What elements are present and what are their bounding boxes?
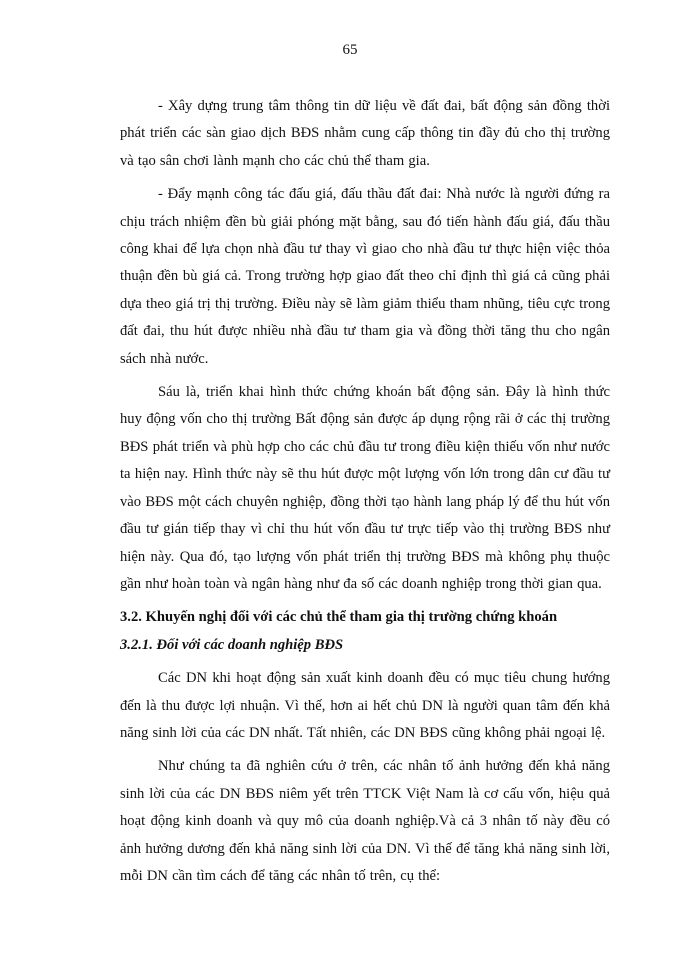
subsection-heading: 3.2.1. Đối với các doanh nghiệp BĐS (120, 636, 344, 653)
paragraph-profit-factors: Như chúng ta đã nghiên cứu ở trên, các nhân tố ảnh hưởng đến khả năng sinh lời của các DN BĐS niêm yết trên TTCK Việt Nam là cơ cấu vốn, hiệu quả hoạt động kinh doanh và quy mô của doanh nghiệp.Và cả 3 nhân tố này đều có ảnh hưởng dương đến khả năng sinh lời của DN. Vì thế để tăng khả năng sinh lời, mỗi DN cần tìm cách để tăng các nhân tố trên, cụ thể: (120, 758, 610, 884)
paragraph-land-auction: - Đẩy mạnh công tác đấu giá, đấu thầu đất đai: Nhà nước là người đứng ra chịu trách nhiệm đền bù giải phóng mặt bằng, sau đó tiến hành đấu giá, đấu thầu công khai để lựa chọn nhà đầu tư thay vì giao cho nhà đầu tư thực hiện việc thỏa thuận đền bù giá cả. Trong trường hợp giao đất theo chỉ định thì giá cả cũng phải dựa theo giá trị thị trường. Điều này sẽ làm giảm thiểu tham nhũng, tiêu cực trong đất đai, thu hút được nhiều nhà đầu tư tham gia và đồng thời tăng thu cho ngân sách nhà nước. (120, 186, 610, 367)
document-body (120, 93, 610, 896)
paragraph-profit-goal: Các DN khi hoạt động sản xuất kinh doanh đều có mục tiêu chung hướng đến là thu được lợi nhuận. Vì thế, hơn ai hết chủ DN là người quan tâm đến khả năng sinh lời của các DN nhất. Tất nhiên, các DN BĐS cũng không phải ngoại lệ. (120, 670, 610, 741)
paragraph-data-center: - Xây dựng trung tâm thông tin dữ liệu về đất đai, bất động sản đồng thời phát triển các sàn giao dịch BĐS nhằm cung cấp thông tin đầy đủ cho thị trường và tạo sân chơi lành mạnh cho các chủ thể tham gia. (120, 98, 610, 169)
paragraph-real-estate-securities: Sáu là, triển khai hình thức chứng khoán bất động sản. Đây là hình thức huy động vốn cho thị trường Bất động sản được áp dụng rộng rãi ở các thị trường BĐS phát triển và phù hợp cho các chủ đầu tư trong điều kiện thiếu vốn như nước ta hiện nay. Hình thức này sẽ thu hút được một lượng vốn lớn trong dân cư đầu tư vào BĐS một cách chuyên nghiệp, đồng thời tạo hành lang pháp lý để thu hút vốn đầu tư gián tiếp thay vì chỉ thu hút vốn đầu tư trực tiếp vào thị trường BĐS như hiện này. Qua đó, tạo lượng vốn phát triển thị trường BĐS mà không phụ thuộc gần như hoàn toàn và ngân hàng như đa số các doanh nghiệp trong thời gian qua. (120, 384, 610, 592)
section-heading: 3.2. Khuyến nghị đối với các chủ thể tham gia thị trường chứng khoán (120, 609, 558, 626)
page-number: 65 (342, 42, 358, 58)
